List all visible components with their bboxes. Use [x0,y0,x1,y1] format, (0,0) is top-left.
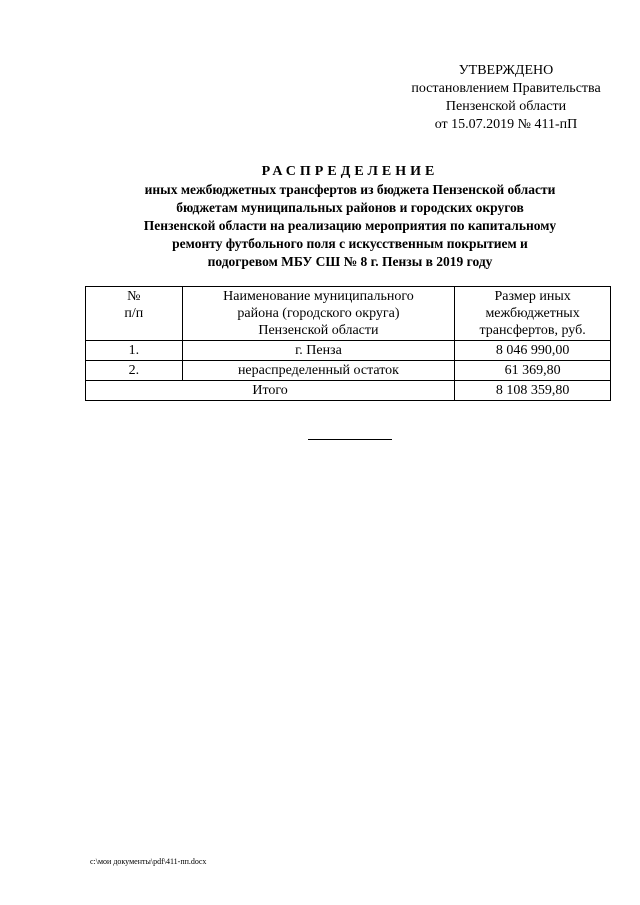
heading-line: иных межбюджетных трансфертов из бюджета Пензенской области [144,182,556,197]
total-amount: 8 108 359,80 [455,381,611,401]
approval-line: Пензенской области [445,99,567,114]
row-amount: 8 046 990,00 [455,341,611,361]
row-num: 2. [86,361,183,381]
end-rule [308,439,392,440]
header-name-line: Пензенской области [258,323,379,338]
header-num-line: п/п [124,306,144,321]
header-amount-line: межбюджетных [485,306,580,321]
header-amount [455,287,611,341]
row-name: нераспределенный остаток [182,361,454,381]
header-num-line: № [127,289,141,304]
heading-line: бюджетам муниципальных районов и городских округов [176,200,524,215]
heading-line: Пензенской области на реализацию мероприятия по капитальному [143,218,557,233]
row-num: 1. [86,341,183,361]
total-label: Итого [86,381,455,401]
document-heading [90,163,610,271]
heading-line: подогревом МБУ СШ № 8 г. Пензы в 2019 году [207,254,493,269]
row-amount: 61 369,80 [455,361,611,381]
approval-line: от 15.07.2019 № 411-пП [434,117,578,132]
header-name [182,287,454,341]
row-name: г. Пенза [182,341,454,361]
header-num [86,287,183,341]
header-amount-line: трансфертов, руб. [479,323,586,338]
document-title: РАСПРЕДЕЛЕНИЕ [261,164,439,179]
header-name-line: района (городского округа) [237,306,400,321]
table-header-row [86,287,611,341]
distribution-table [85,286,611,401]
header-name-line: Наименование муниципального [223,289,414,304]
approval-line: постановлением Правительства [411,81,601,96]
table-row [86,361,611,381]
heading-line: ремонту футбольного поля с искусственным покрытием и [172,236,528,251]
approval-stamp [390,62,622,134]
table-total-row [86,381,611,401]
approval-line: УТВЕРЖДЕНО [458,63,554,78]
header-amount-line: Размер иных [494,289,571,304]
table-row [86,341,611,361]
footer-file-path: c:\мои документы\pdf\411-пп.docx [90,857,207,866]
